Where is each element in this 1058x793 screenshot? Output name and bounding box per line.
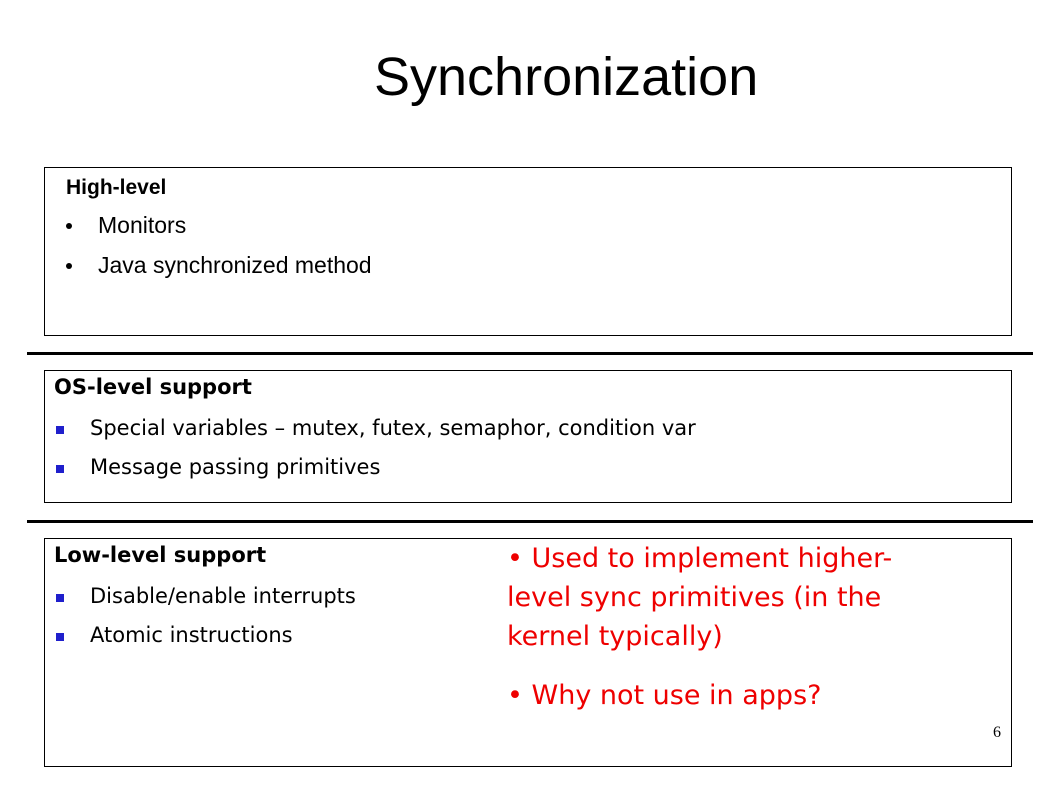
callout-line: kernel typically) [507, 621, 723, 652]
os-level-item-special-variables: Special variables – mutex, futex, semaphor, condition var [90, 416, 696, 440]
high-level-item-monitors: Monitors [98, 212, 187, 238]
callout-spacer [507, 656, 987, 676]
divider-rule [27, 352, 1033, 355]
bullet-dot-icon [66, 263, 72, 269]
callout-question: • Why not use in apps? [507, 680, 822, 711]
low-level-item-interrupts: Disable/enable interrupts [90, 584, 356, 608]
os-level-heading: OS-level support [54, 375, 252, 399]
low-level-item-atomic: Atomic instructions [90, 623, 293, 647]
bullet-square-icon [56, 633, 64, 641]
bullet-square-icon [56, 426, 64, 434]
callout [507, 539, 987, 715]
callout-line: level sync primitives (in the [507, 582, 882, 613]
page-number: 6 [993, 724, 1001, 741]
bullet-square-icon [56, 594, 64, 602]
slide-title: Synchronization [374, 47, 759, 107]
high-level-heading: High-level [66, 176, 167, 199]
divider-rule [27, 520, 1033, 523]
bullet-dot-icon [66, 223, 72, 229]
os-level-item-message-passing: Message passing primitives [90, 455, 381, 479]
low-level-heading: Low-level support [54, 543, 267, 567]
callout-line: • Used to implement higher- [507, 543, 893, 574]
high-level-item-java-synchronized: Java synchronized method [98, 252, 372, 278]
bullet-square-icon [56, 465, 64, 473]
